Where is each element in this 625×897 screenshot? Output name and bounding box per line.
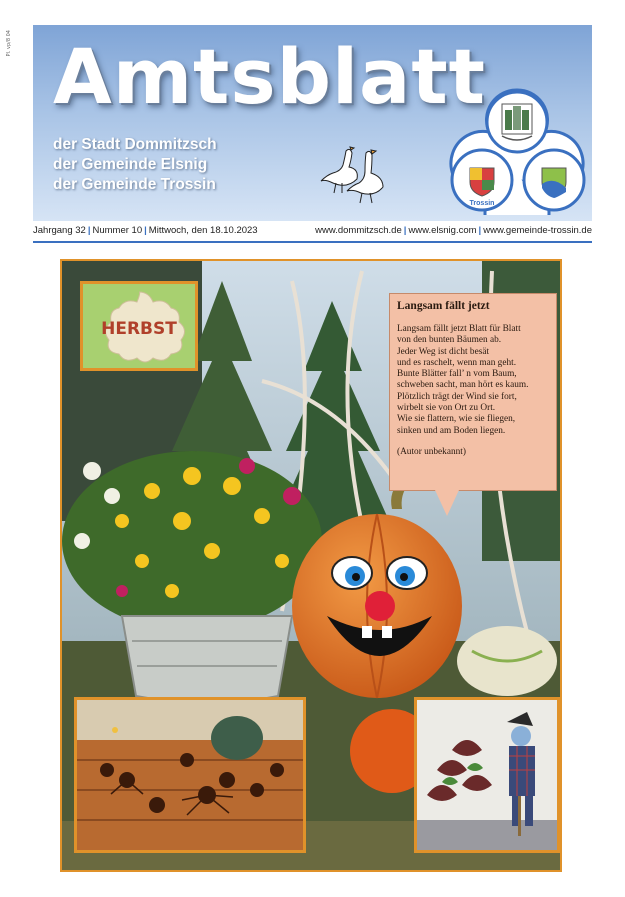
poem-line: Jeder Weg ist dicht besät: [397, 346, 490, 357]
newspaper-title: Amtsblatt: [53, 32, 486, 121]
subtitle-dommitzsch: der Stadt Dommitzsch: [53, 136, 217, 153]
poem-line: schweben sacht, man hört es kaum.: [397, 380, 529, 391]
scarecrow-illustration: [417, 700, 557, 850]
poem-line: wirbelt sie von Ort zu Ort.: [397, 403, 496, 414]
subtitle-trossin: der Gemeinde Trossin: [53, 176, 216, 193]
subtitle-elsnig: der Gemeinde Elsnig: [53, 156, 208, 173]
poem-line: von den bunten Bäumen ab.: [397, 335, 502, 346]
issue-info-bar: Jahrgang 32 | Nummer 10 | Mittwoch, den 18.10.2023 www.dommitzsch.de | www.elsnig.com | www.gemeinde-trossin.de: [33, 225, 592, 236]
poem-author: (Autor unbekannt): [397, 446, 466, 457]
header-rule: [33, 241, 592, 243]
poem-title: Langsam fällt jetzt: [397, 300, 490, 312]
website-elsnig-link[interactable]: www.elsnig.com: [408, 225, 477, 236]
poem-line: Wie sie flattern, wie sie fliegen,: [397, 414, 516, 425]
website-dommitzsch-link[interactable]: www.dommitzsch.de: [315, 225, 402, 236]
scarecrow-photo: [414, 697, 560, 853]
leaf-sign-illustration: [83, 284, 195, 368]
volume-label: Jahrgang 32: [33, 225, 86, 236]
elsnig-crest-icon: [470, 168, 495, 207]
issue-date: Mittwoch, den 18.10.2023: [148, 225, 258, 236]
poem-line: Langsam fällt jetzt Blatt für Blatt: [397, 324, 521, 334]
website-trossin-link[interactable]: www.gemeinde-trossin.de: [483, 225, 592, 236]
white-gourd: [457, 626, 557, 696]
poem-line: Plötzlich trägt der Wind sie fort,: [397, 391, 517, 402]
chestnut-spiders-photo: [74, 697, 306, 853]
crest-caption: Trossin: [469, 200, 495, 207]
poem-line: Bunte Blätter fall’ n vom Baum,: [397, 369, 517, 380]
poem-line: und es raschelt, wenn man geht.: [397, 357, 517, 368]
poem-line: sinken und am Boden liegen.: [397, 425, 506, 436]
issue-number: Nummer 10: [92, 225, 143, 236]
green-pumpkin-icon: [211, 716, 263, 760]
masthead: [33, 25, 592, 221]
side-note: Pl. vp/8 04: [6, 30, 12, 57]
goose-left-icon: [321, 147, 357, 193]
herbst-sign-photo: [80, 281, 198, 371]
geese-illustration: [318, 143, 398, 205]
chestnut-spiders-illustration: [77, 700, 303, 850]
municipal-crests: [442, 80, 592, 215]
herbst-text: HERBST: [101, 319, 177, 339]
speech-bubble-tail: [435, 490, 459, 516]
poem-box: [389, 293, 557, 491]
